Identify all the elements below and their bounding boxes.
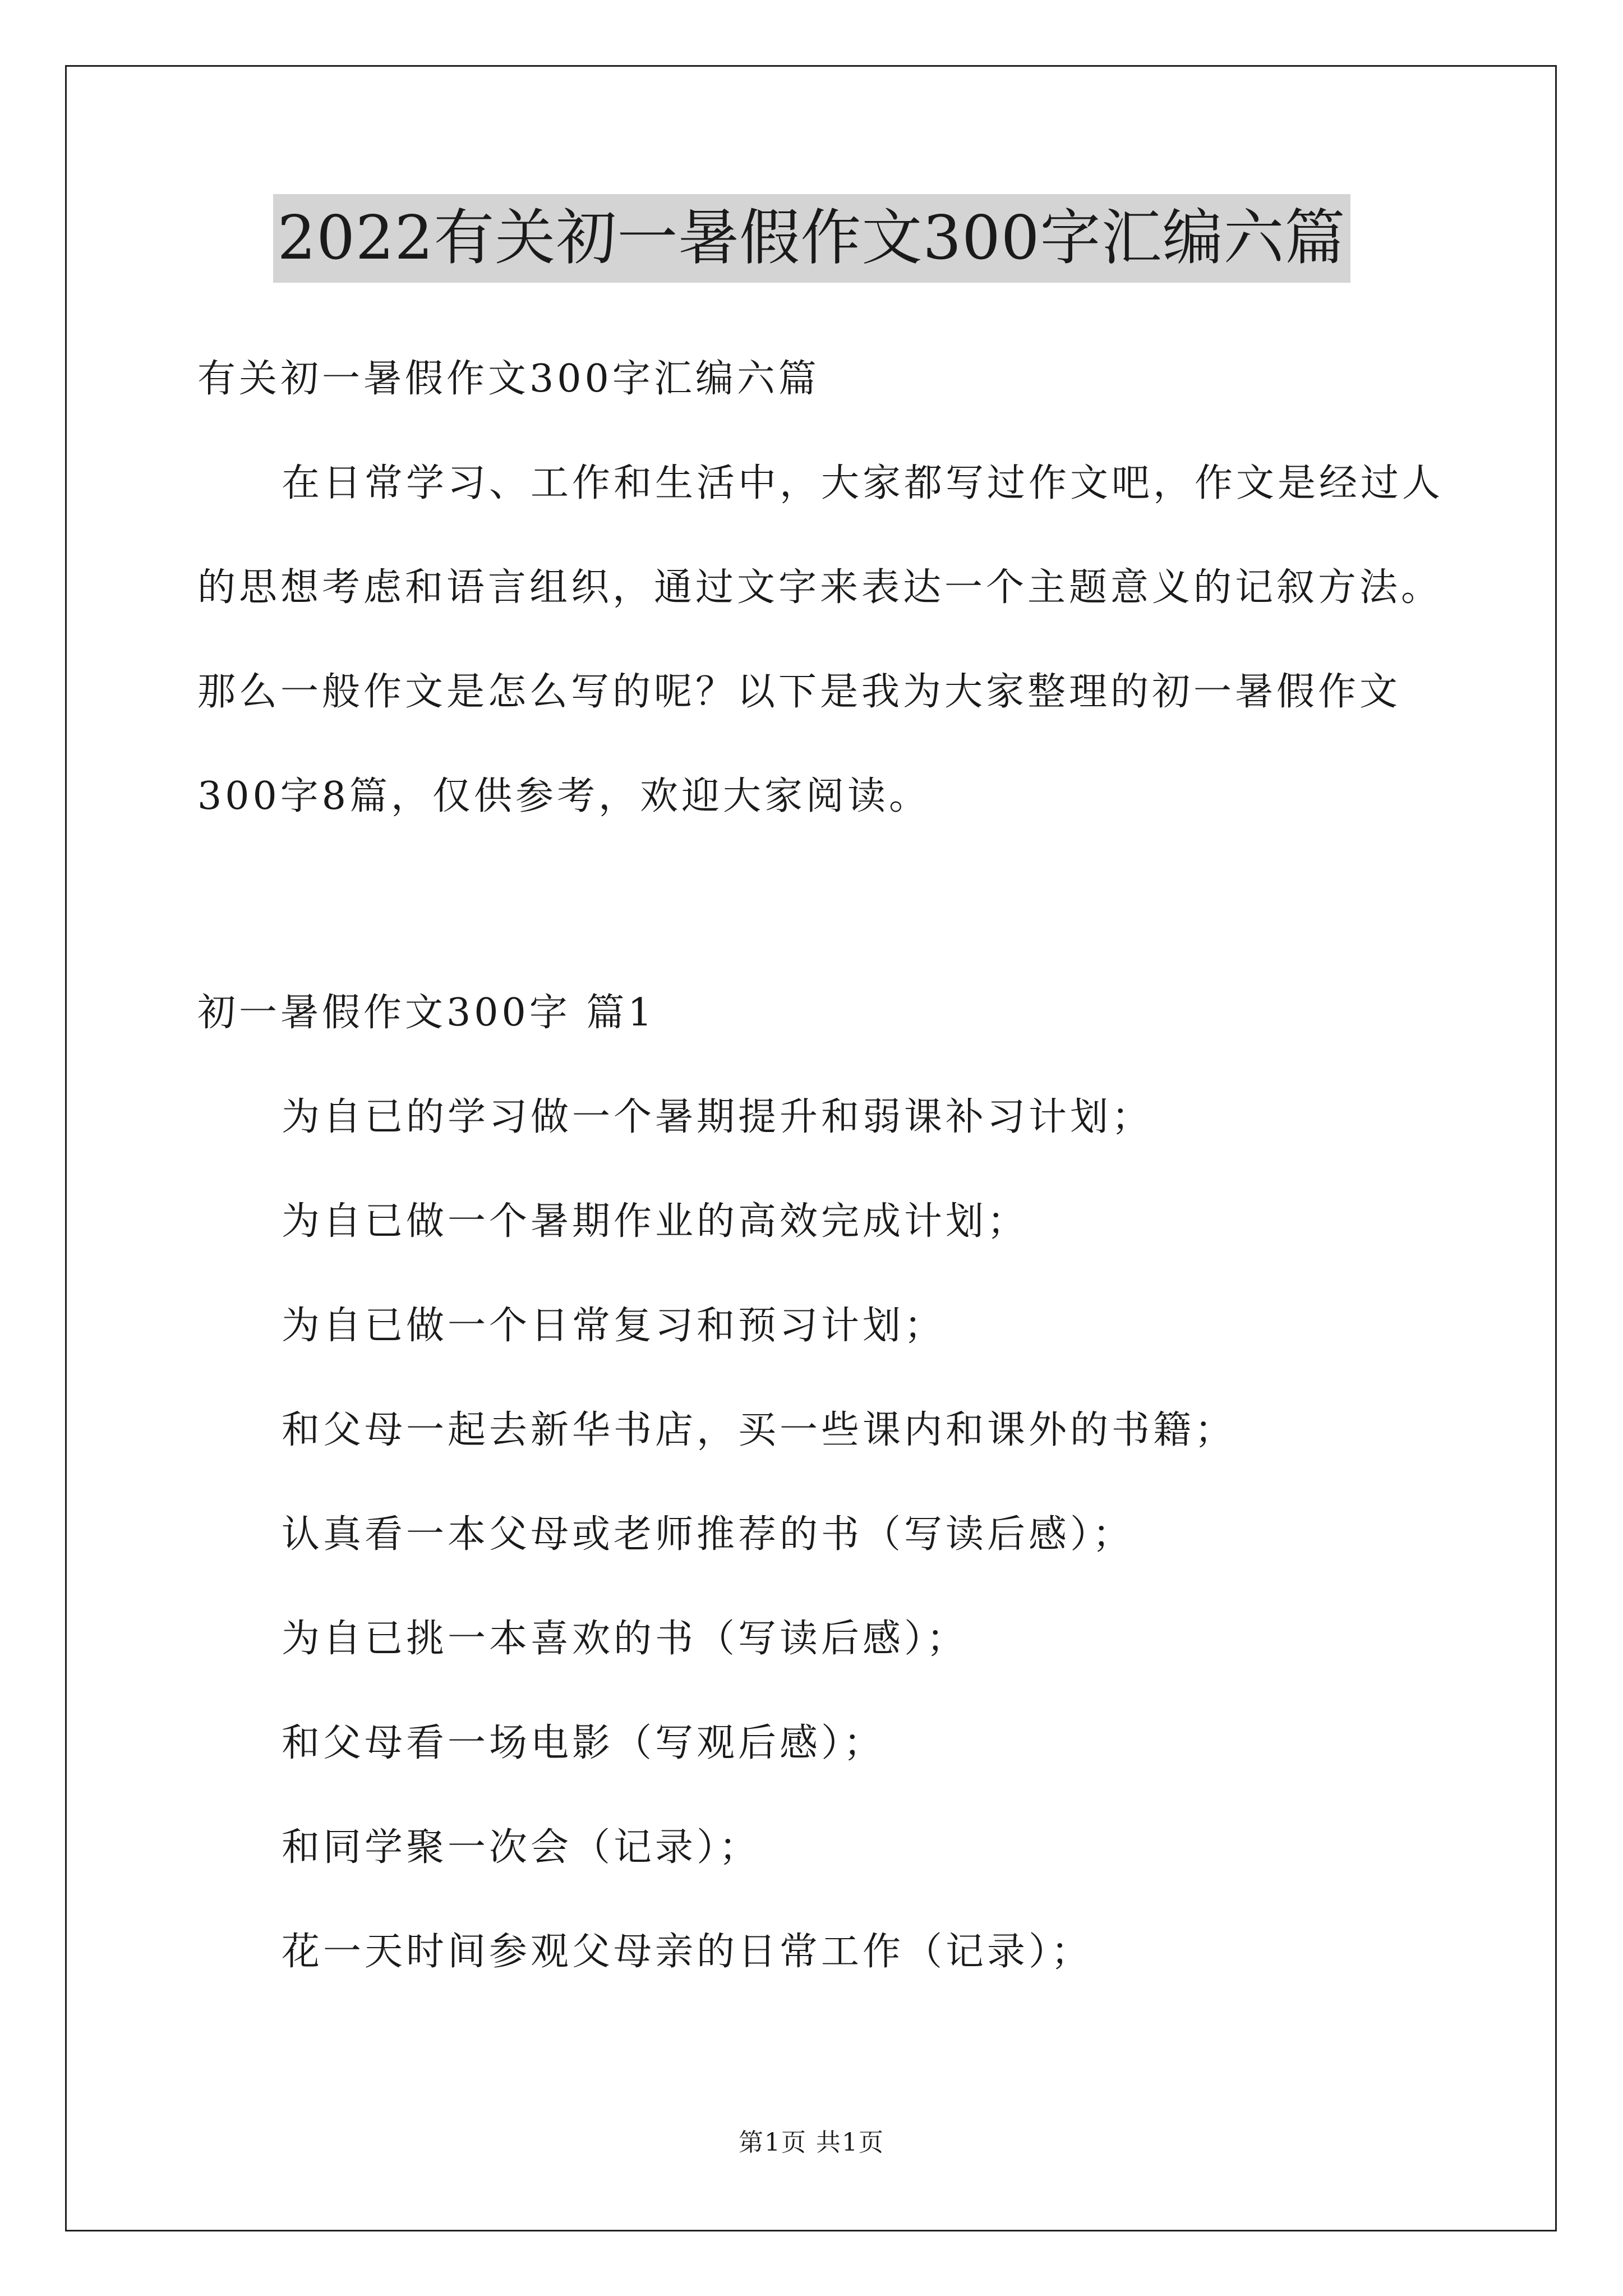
list-item: 为自已做一个日常复习和预习计划； [282, 1304, 946, 1348]
section-heading: 初一暑假作文300字 篇1 [197, 991, 656, 1035]
list-item: 为自已做一个暑期作业的高效完成计划； [282, 1199, 1029, 1244]
intro-line: 的思想考虑和语言组织，通过文字来表达一个主题意义的记叙方法。 [197, 565, 1443, 610]
list-item: 和同学聚一次会（记录）； [282, 1825, 761, 1870]
title-container [0, 194, 1623, 283]
list-item: 和父母看一场电影（写观后感）； [282, 1721, 886, 1765]
intro-line: 300字8篇，仅供参考，欢迎大家阅读。 [197, 774, 931, 818]
document-title: 2022有关初一暑假作文300字汇编六篇 [273, 194, 1350, 283]
intro-line: 在日常学习、工作和生活中，大家都写过作文吧，作文是经过人 [282, 461, 1444, 505]
intro-line: 那么一般作文是怎么写的呢？以下是我为大家整理的初一暑假作文 [197, 670, 1401, 714]
document-subtitle: 有关初一暑假作文300字汇编六篇 [197, 357, 820, 401]
list-item: 和父母一起去新华书店，买一些课内和课外的书籍； [282, 1408, 1237, 1452]
list-item: 花一天时间参观父母亲的日常工作（记录）； [282, 1930, 1093, 1974]
list-item: 为自已挑一本喜欢的书（写读后感）； [282, 1617, 969, 1661]
page-footer: 第1页 共1页 [739, 2128, 884, 2157]
list-item: 为自已的学习做一个暑期提升和弱课补习计划； [282, 1095, 1154, 1139]
list-item: 认真看一本父母或老师推荐的书（写读后感）； [282, 1512, 1135, 1557]
